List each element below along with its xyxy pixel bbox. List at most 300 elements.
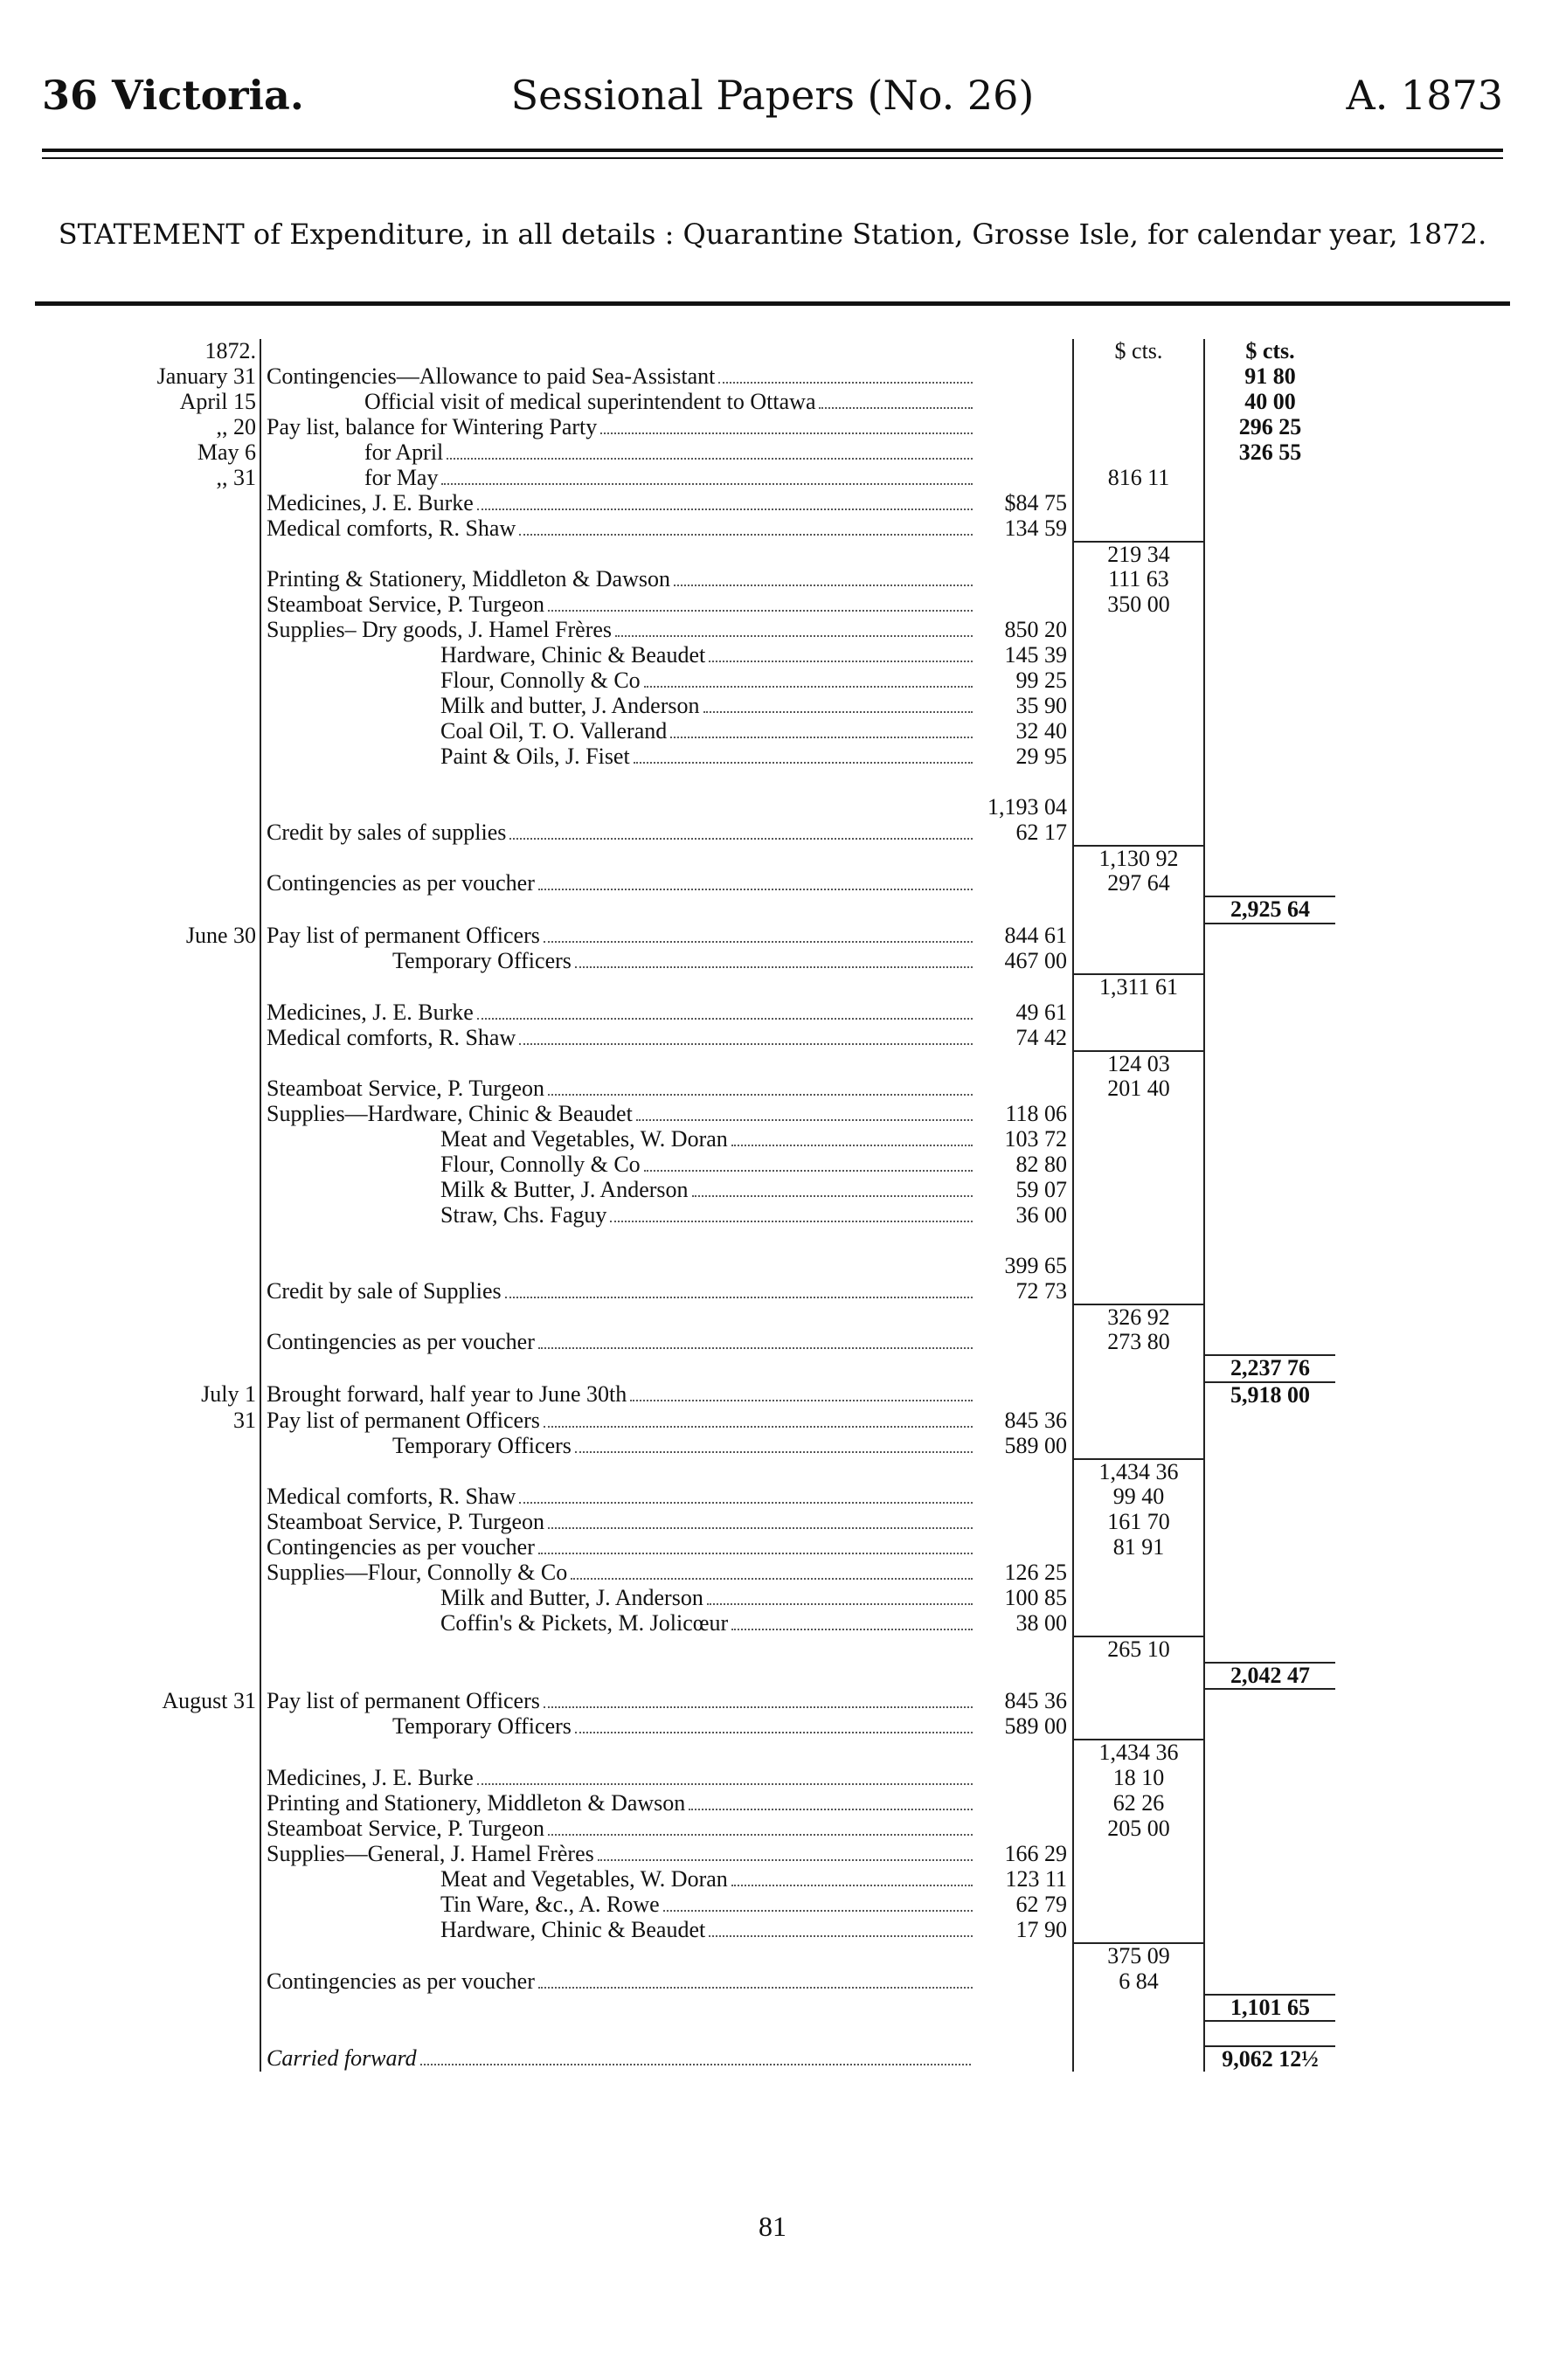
row-subtotal: 1,434 36	[1073, 1459, 1204, 1485]
row-item-amount: 35 90	[1015, 694, 1067, 719]
row-total	[1204, 744, 1335, 770]
row-item-amount: $84 75	[1004, 490, 1067, 515]
row-description: Credit by sale of Supplies	[267, 1278, 502, 1304]
row-description: Steamboat Service, P. Turgeon	[267, 592, 545, 618]
row-description-cell	[260, 694, 1073, 719]
row-description-cell	[260, 1000, 1073, 1026]
row-subtotal	[1073, 516, 1204, 542]
table-row	[26, 1484, 1335, 1510]
row-subtotal: 816 11	[1073, 466, 1204, 491]
row-description-cell	[260, 1918, 1073, 1943]
table-row	[26, 1969, 1335, 1995]
row-date	[26, 1560, 260, 1586]
row-description-cell	[260, 1510, 1073, 1535]
table-row	[26, 1102, 1335, 1127]
row-total	[1204, 974, 1335, 1000]
row-description: Milk and butter, J. Anderson	[440, 694, 700, 719]
table-row	[26, 1995, 1335, 2022]
header-session: 36 Victoria.	[42, 72, 304, 119]
row-description: Tin Ware, &c., A. Rowe	[440, 1892, 660, 1917]
table-row	[26, 1076, 1335, 1102]
dot-leader	[703, 711, 973, 713]
row-item-amount: 62 17	[1015, 820, 1067, 845]
row-date	[26, 1816, 260, 1842]
row-total	[1204, 643, 1335, 668]
row-description: Medical comforts, R. Shaw	[267, 1484, 516, 1510]
row-description-cell	[260, 846, 1073, 872]
dot-leader	[718, 382, 973, 384]
row-description: Contingencies as per voucher	[267, 871, 535, 896]
table-row	[26, 1943, 1335, 1969]
row-description-cell	[260, 1943, 1073, 1969]
row-total	[1204, 871, 1335, 896]
table-row	[26, 1279, 1335, 1304]
row-description-cell	[260, 974, 1073, 1000]
row-total	[1204, 1611, 1335, 1636]
row-subtotal: 111 63	[1073, 567, 1204, 592]
row-date: ,, 20	[216, 414, 256, 439]
table-row	[26, 415, 1335, 440]
row-total	[1204, 1689, 1335, 1714]
row-date	[26, 1178, 260, 1203]
row-item-amount: 74 42	[1015, 1025, 1067, 1050]
table-row	[26, 1228, 1335, 1254]
row-subtotal: 6 84	[1073, 1969, 1204, 1995]
row-description: Coffin's & Pickets, M. Jolicœur	[440, 1611, 729, 1636]
row-date	[26, 1434, 260, 1459]
row-total	[1204, 1127, 1335, 1152]
row-total	[1204, 949, 1335, 974]
table-row	[26, 974, 1335, 1000]
row-date	[26, 795, 260, 820]
row-item-amount: 59 07	[1015, 1178, 1067, 1203]
table-row	[26, 1152, 1335, 1178]
row-subtotal	[1073, 1611, 1204, 1636]
table-row	[26, 846, 1335, 872]
row-description: Medicines, J. E. Burke	[267, 490, 474, 515]
row-description-cell	[260, 1228, 1073, 1254]
table-row	[26, 390, 1335, 415]
row-description-cell	[260, 1484, 1073, 1510]
table-row	[26, 1636, 1335, 1663]
row-subtotal	[1073, 1102, 1204, 1127]
row-description: Flour, Connolly & Co	[440, 1152, 641, 1178]
row-subtotal: 1,434 36	[1073, 1740, 1204, 1766]
table-row	[26, 719, 1335, 744]
title-rule	[35, 301, 1510, 306]
row-total: 2,237 76	[1204, 1355, 1335, 1382]
table-row	[26, 516, 1335, 542]
table-row	[26, 1000, 1335, 1026]
statement-title: STATEMENT of Expenditure, in all details : Quarantine Station, Grosse Isle, for calendar year, 1872.	[58, 218, 1487, 251]
row-date	[26, 719, 260, 744]
row-subtotal	[1073, 1714, 1204, 1740]
dot-leader	[544, 1426, 973, 1428]
dot-leader	[519, 1043, 973, 1045]
table-row	[26, 364, 1335, 390]
cents-column-heading: $ cts.	[1073, 339, 1204, 364]
row-subtotal: 161 70	[1073, 1510, 1204, 1535]
row-total	[1204, 516, 1335, 542]
row-subtotal: 326 92	[1073, 1304, 1204, 1331]
dot-leader	[575, 1732, 973, 1733]
row-total	[1204, 1969, 1335, 1995]
table-row	[26, 1867, 1335, 1892]
row-subtotal	[1073, 1663, 1204, 1690]
row-subtotal	[1073, 949, 1204, 974]
row-item-amount: 850 20	[1004, 618, 1067, 643]
table-row	[26, 1304, 1335, 1331]
dot-leader	[509, 838, 973, 840]
page-number: 81	[759, 2210, 786, 2242]
ledger-body	[26, 339, 1335, 2072]
row-subtotal	[1073, 618, 1204, 643]
row-description: Credit by sales of supplies	[267, 820, 507, 845]
row-total: 91 80	[1204, 364, 1335, 390]
description-heading	[260, 339, 1073, 364]
row-date: April 15	[179, 389, 256, 414]
row-total	[1204, 1510, 1335, 1535]
row-date	[26, 1740, 260, 1766]
table-row	[26, 618, 1335, 643]
row-total: 2,042 47	[1204, 1663, 1335, 1690]
row-date	[26, 1867, 260, 1892]
row-description-cell	[260, 1560, 1073, 1586]
row-item-amount: 32 40	[1015, 719, 1067, 744]
row-subtotal	[1073, 1203, 1204, 1228]
row-description-cell	[260, 1791, 1073, 1816]
row-description-cell	[260, 364, 1073, 390]
row-description-cell	[260, 2046, 1073, 2072]
dot-leader	[548, 1527, 973, 1529]
table-row	[26, 1611, 1335, 1636]
dot-leader	[571, 1578, 973, 1580]
dot-leader	[644, 686, 973, 688]
row-subtotal: 1,130 92	[1073, 846, 1204, 872]
row-total	[1204, 1203, 1335, 1228]
table-row	[26, 1586, 1335, 1611]
row-date	[26, 1766, 260, 1791]
table-row	[26, 795, 1335, 820]
row-description-cell	[260, 924, 1073, 949]
row-date	[26, 592, 260, 618]
row-description-cell	[260, 719, 1073, 744]
row-item-amount: 134 59	[1004, 515, 1067, 541]
row-subtotal	[1073, 1279, 1204, 1304]
row-total	[1204, 1484, 1335, 1510]
row-subtotal: 350 00	[1073, 592, 1204, 618]
row-item-amount: 17 90	[1015, 1917, 1067, 1942]
row-description-cell	[260, 820, 1073, 846]
row-subtotal	[1073, 1254, 1204, 1279]
row-total	[1204, 719, 1335, 744]
row-description: Medical comforts, R. Shaw	[267, 515, 516, 541]
table-row	[26, 1459, 1335, 1485]
row-subtotal	[1073, 415, 1204, 440]
dot-leader	[636, 1119, 973, 1121]
row-date	[26, 1304, 260, 1331]
row-description-cell	[260, 1304, 1073, 1331]
table-row	[26, 1714, 1335, 1740]
row-subtotal	[1073, 719, 1204, 744]
row-date	[26, 1279, 260, 1304]
row-description: Milk and Butter, J. Anderson	[440, 1586, 703, 1611]
row-description: Medicines, J. E. Burke	[267, 1765, 474, 1790]
row-description-cell	[260, 516, 1073, 542]
row-date	[26, 1535, 260, 1560]
header-rule-thin	[42, 157, 1503, 159]
table-row	[26, 1689, 1335, 1714]
row-total	[1204, 1586, 1335, 1611]
dot-leader	[519, 534, 973, 536]
row-subtotal	[1073, 1560, 1204, 1586]
table-row	[26, 1203, 1335, 1228]
dot-leader	[674, 585, 973, 586]
row-total: 296 25	[1204, 415, 1335, 440]
row-total	[1204, 1535, 1335, 1560]
row-date	[26, 1203, 260, 1228]
row-description-cell	[260, 1254, 1073, 1279]
dot-leader	[441, 483, 973, 485]
page-header	[42, 72, 1503, 133]
row-description-cell	[260, 618, 1073, 643]
table-row	[26, 1382, 1335, 1408]
expenditure-ledger	[26, 339, 1335, 2072]
row-description: Pay list of permanent Officers	[267, 1408, 540, 1433]
row-date	[26, 1791, 260, 1816]
row-date	[26, 1051, 260, 1077]
row-description: Supplies– Dry goods, J. Hamel Frères	[267, 618, 613, 643]
row-description: Printing and Stationery, Middleton & Dawson	[267, 1790, 686, 1816]
row-item-amount: 399 65	[1004, 1253, 1067, 1278]
table-row	[26, 1892, 1335, 1918]
row-subtotal	[1073, 1434, 1204, 1459]
row-subtotal	[1073, 1408, 1204, 1434]
row-description-cell	[260, 1330, 1073, 1355]
row-description: Meat and Vegetables, W. Doran	[440, 1866, 728, 1892]
table-row	[26, 1918, 1335, 1943]
dot-leader	[731, 1145, 973, 1146]
row-date	[26, 1102, 260, 1127]
row-description: Milk & Butter, J. Anderson	[440, 1178, 689, 1203]
row-description-cell	[260, 1535, 1073, 1560]
row-description: Contingencies as per voucher	[267, 1968, 535, 1994]
row-description-cell	[260, 1816, 1073, 1842]
row-date	[26, 694, 260, 719]
row-description: Contingencies as per voucher	[267, 1330, 535, 1355]
dot-leader	[615, 635, 973, 637]
row-date	[26, 643, 260, 668]
row-total	[1204, 1791, 1335, 1816]
dot-leader	[420, 2064, 971, 2065]
dot-leader	[538, 889, 973, 890]
dot-leader	[707, 1603, 973, 1605]
row-date: January 31	[156, 363, 256, 389]
row-date	[26, 1995, 260, 2022]
table-row	[26, 871, 1335, 896]
row-item-amount: 845 36	[1004, 1408, 1067, 1433]
table-row	[26, 1026, 1335, 1051]
table-row	[26, 1663, 1335, 1690]
row-date	[26, 1000, 260, 1026]
dot-leader	[709, 1935, 973, 1937]
dot-leader	[544, 1706, 973, 1708]
ledger-header-row	[26, 339, 1335, 364]
row-total: 9,062 12½	[1204, 2046, 1335, 2072]
row-description: Hardware, Chinic & Beaudet	[440, 1917, 706, 1942]
table-row	[26, 466, 1335, 491]
row-description: Steamboat Service, P. Turgeon	[267, 1076, 545, 1102]
row-date	[26, 1484, 260, 1510]
table-row	[26, 567, 1335, 592]
row-description-cell	[260, 440, 1073, 466]
table-row	[26, 1510, 1335, 1535]
row-description-cell	[260, 744, 1073, 770]
row-date	[26, 668, 260, 694]
table-row	[26, 1816, 1335, 1842]
row-total	[1204, 1434, 1335, 1459]
row-total	[1204, 1408, 1335, 1434]
header-year: A. 1873	[1346, 72, 1503, 119]
row-description: for May	[364, 465, 439, 490]
row-date	[26, 542, 260, 568]
table-row	[26, 924, 1335, 949]
row-description-cell	[260, 592, 1073, 618]
row-description-cell	[260, 1636, 1073, 1663]
row-description: Medicines, J. E. Burke	[267, 1000, 474, 1025]
row-total	[1204, 1816, 1335, 1842]
row-date	[26, 1943, 260, 1969]
row-item-amount: 62 79	[1015, 1892, 1067, 1917]
row-subtotal	[1073, 491, 1204, 516]
row-total	[1204, 1178, 1335, 1203]
row-date	[26, 1127, 260, 1152]
row-description-cell	[260, 1586, 1073, 1611]
table-row	[26, 491, 1335, 516]
dot-leader	[505, 1297, 973, 1298]
row-description: Pay list of permanent Officers	[267, 923, 540, 948]
row-total: 2,925 64	[1204, 896, 1335, 924]
row-description-cell	[260, 949, 1073, 974]
row-subtotal	[1073, 1382, 1204, 1408]
row-description: Temporary Officers	[392, 1433, 572, 1458]
row-description-cell	[260, 1279, 1073, 1304]
row-total	[1204, 1842, 1335, 1867]
row-date	[26, 1076, 260, 1102]
row-description-cell	[260, 1434, 1073, 1459]
row-description: Coal Oil, T. O. Vallerand	[440, 719, 668, 744]
row-subtotal: 201 40	[1073, 1076, 1204, 1102]
table-row	[26, 694, 1335, 719]
row-total	[1204, 1330, 1335, 1355]
row-description: Printing & Stationery, Middleton & Dawson	[267, 567, 670, 592]
row-subtotal	[1073, 1178, 1204, 1203]
row-subtotal: 219 34	[1073, 542, 1204, 568]
dot-leader	[644, 1170, 973, 1172]
dot-leader	[548, 1834, 973, 1836]
dot-leader	[575, 1451, 973, 1453]
row-description: Flour, Connolly & Co	[440, 668, 641, 694]
dot-leader	[819, 407, 973, 409]
table-row	[26, 592, 1335, 618]
row-subtotal: 99 40	[1073, 1484, 1204, 1510]
row-date	[26, 1330, 260, 1355]
row-total	[1204, 924, 1335, 949]
row-item-amount: 99 25	[1015, 668, 1067, 694]
row-date	[26, 2021, 260, 2046]
dot-leader	[548, 610, 973, 612]
row-description: Paint & Oils, J. Fiset	[440, 744, 630, 770]
row-total	[1204, 1279, 1335, 1304]
row-subtotal	[1073, 364, 1204, 390]
row-total	[1204, 1766, 1335, 1791]
row-description: for April	[364, 439, 444, 465]
row-description: Hardware, Chinic & Beaudet	[440, 643, 706, 668]
row-item-amount: 1,193 04	[987, 794, 1067, 820]
row-date: ,, 31	[216, 465, 256, 490]
dot-leader	[538, 1347, 973, 1349]
row-date	[26, 949, 260, 974]
row-date	[26, 2046, 260, 2072]
table-row	[26, 1127, 1335, 1152]
dot-leader	[548, 1094, 973, 1096]
row-item-amount: 36 00	[1015, 1203, 1067, 1228]
row-total	[1204, 1892, 1335, 1918]
row-item-amount: 100 85	[1004, 1586, 1067, 1611]
row-date	[26, 567, 260, 592]
row-item-amount: 123 11	[1005, 1866, 1067, 1892]
row-date	[26, 871, 260, 896]
row-description-cell	[260, 1408, 1073, 1434]
row-description: Pay list, balance for Wintering Party	[267, 414, 598, 439]
table-row	[26, 2021, 1335, 2046]
dot-leader	[731, 1885, 973, 1886]
row-subtotal	[1073, 1000, 1204, 1026]
row-date	[26, 1459, 260, 1485]
row-date	[26, 896, 260, 924]
dot-leader	[477, 1783, 973, 1785]
row-total	[1204, 1102, 1335, 1127]
row-subtotal	[1073, 1355, 1204, 1382]
row-date	[26, 1355, 260, 1382]
row-total	[1204, 1560, 1335, 1586]
row-total	[1204, 820, 1335, 846]
row-subtotal: 1,311 61	[1073, 974, 1204, 1000]
row-description-cell	[260, 1127, 1073, 1152]
year-heading: 1872.	[204, 339, 256, 363]
row-subtotal	[1073, 1152, 1204, 1178]
row-description-cell	[260, 1382, 1073, 1408]
row-item-amount: 589 00	[1004, 1433, 1067, 1458]
row-total	[1204, 846, 1335, 872]
row-subtotal	[1073, 440, 1204, 466]
row-subtotal	[1073, 1842, 1204, 1867]
row-description-cell	[260, 896, 1073, 924]
row-subtotal	[1073, 820, 1204, 846]
row-item-amount: 72 73	[1015, 1278, 1067, 1304]
table-row	[26, 1842, 1335, 1867]
row-description-cell	[260, 1740, 1073, 1766]
dot-leader	[670, 737, 973, 738]
row-subtotal: 62 26	[1073, 1791, 1204, 1816]
row-total	[1204, 668, 1335, 694]
row-date	[26, 770, 260, 795]
row-description-cell	[260, 643, 1073, 668]
row-date	[26, 1663, 260, 1690]
row-description-cell	[260, 542, 1073, 568]
dot-leader	[447, 458, 973, 460]
row-subtotal	[1073, 770, 1204, 795]
